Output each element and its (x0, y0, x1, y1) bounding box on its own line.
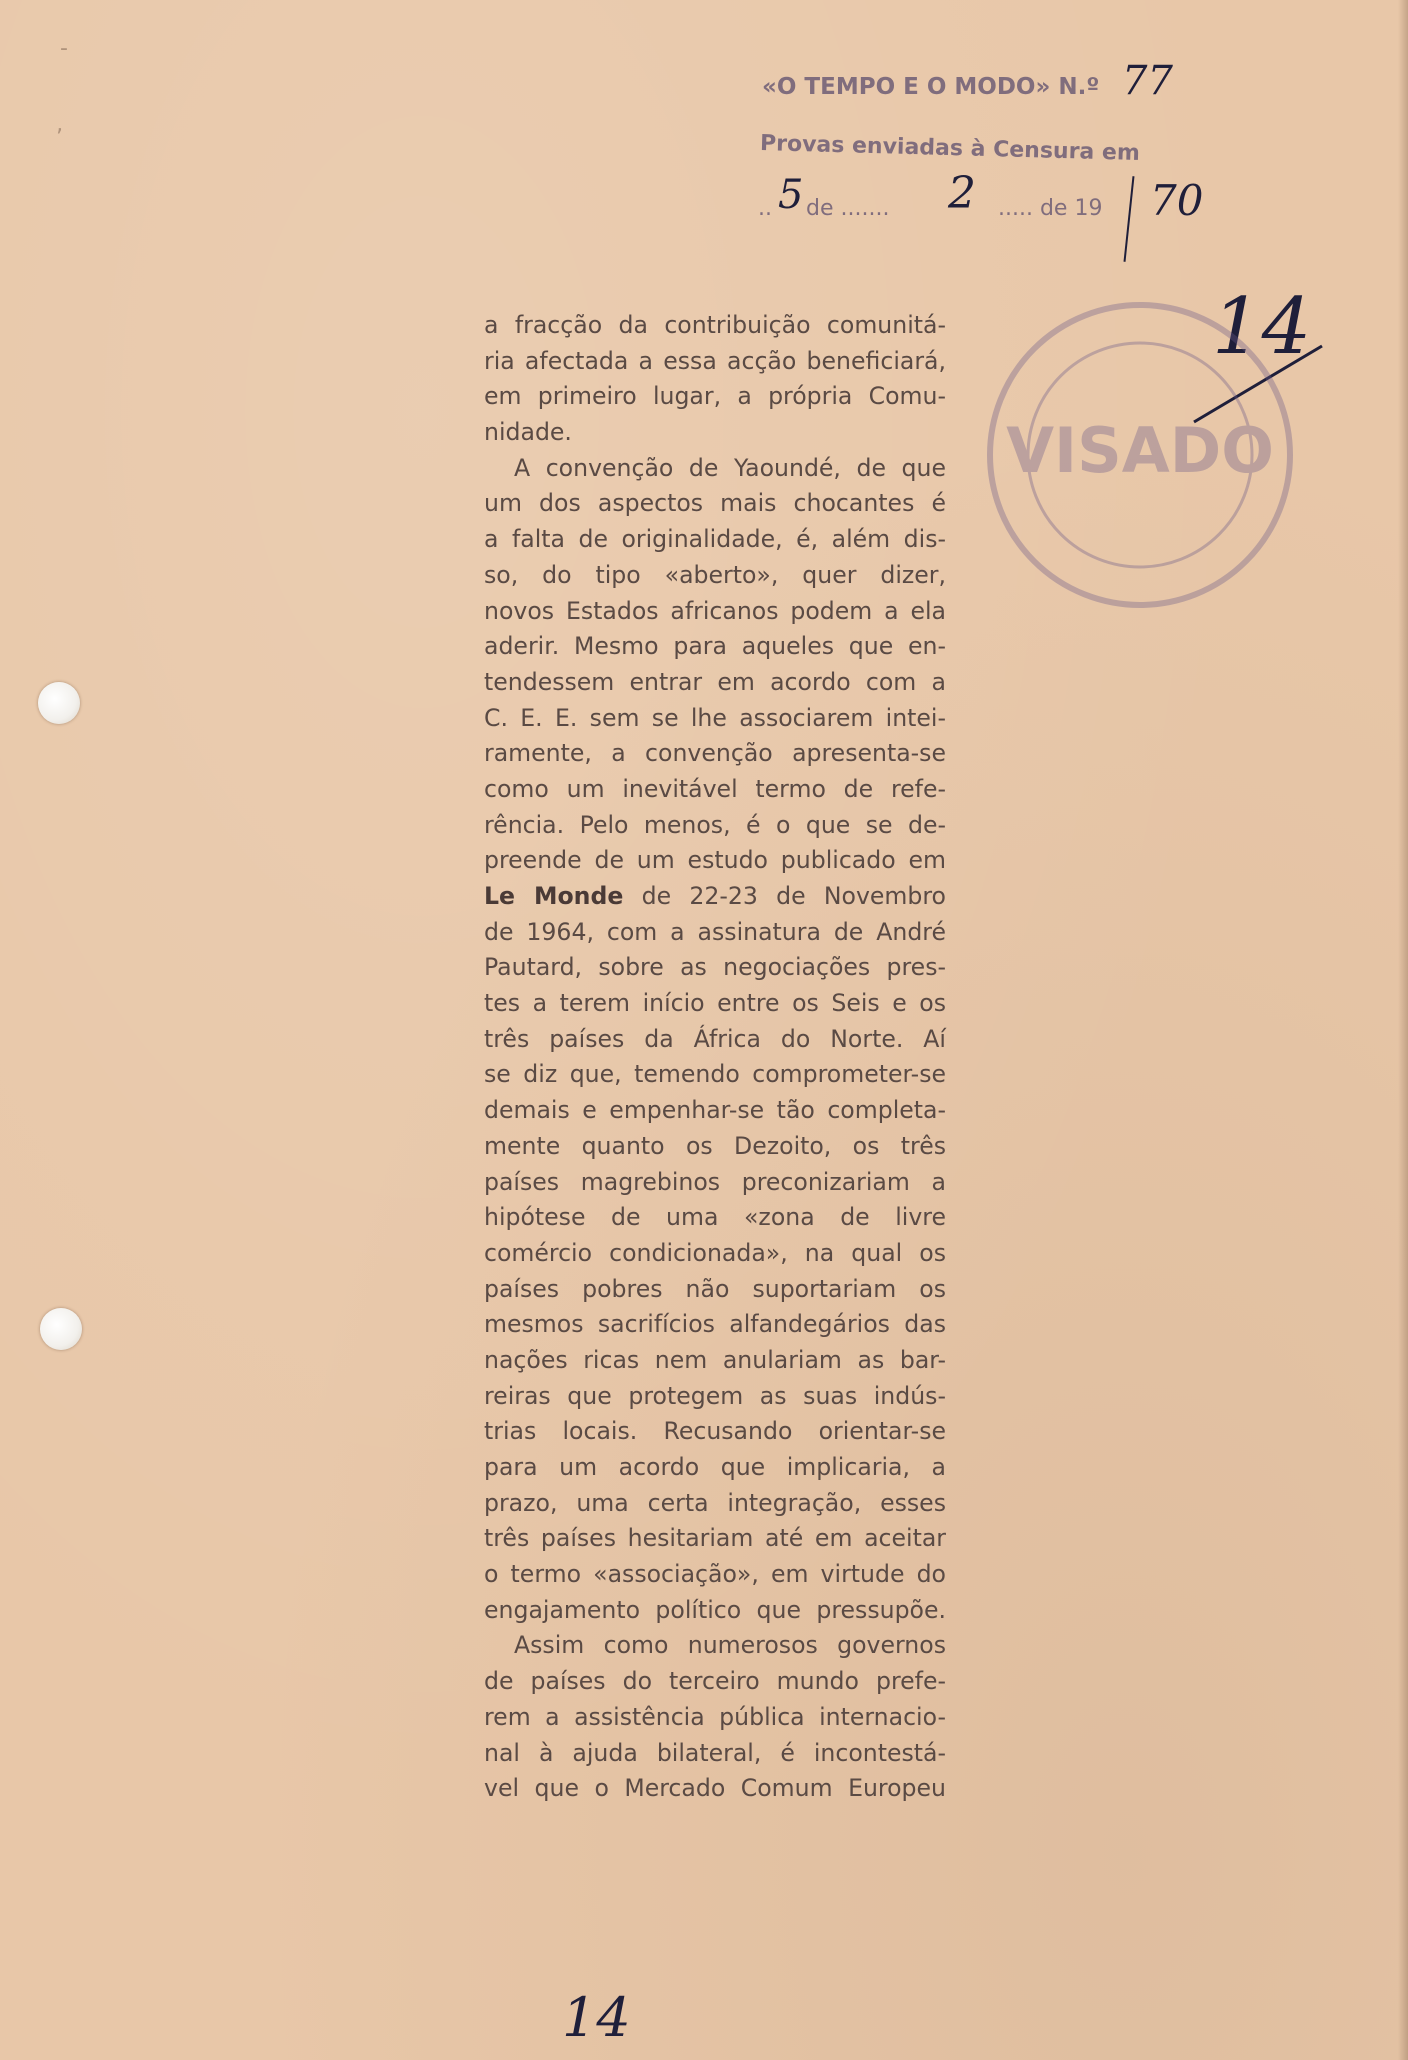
text-line: de 1964, com a assinatura de André (484, 917, 946, 946)
page-number-handwritten-top: 14 (1212, 282, 1312, 372)
text-line: um dos aspectos mais chocantes é (484, 489, 946, 518)
text-line: como um inevitável termo de refe- (484, 774, 946, 803)
text-line: a falta de originalidade, é, além dis- (484, 525, 946, 554)
text-line: trias locais. Recusando orientar-se (484, 1417, 946, 1446)
date-month-handwritten: 2 (948, 168, 976, 219)
text-line: vel que o Mercado Comum Europeu (484, 1774, 946, 1803)
page-number-handwritten-bottom: 14 (562, 1986, 631, 2049)
text-line: três países hesitariam até em aceitar (484, 1524, 946, 1553)
text-line: países magrebinos preconizariam a (484, 1167, 946, 1196)
text-line: nal à ajuda bilateral, é incontestá- (484, 1738, 946, 1767)
text-line: demais e empenhar-se tão completa- (484, 1096, 946, 1125)
text-line: ramente, a convenção apresenta-se (484, 739, 946, 768)
visado-round-stamp (975, 290, 1305, 620)
text-line: A convenção de Yaoundé, de que (514, 453, 946, 482)
visado-stamp-text: VISADO (1006, 414, 1274, 487)
stray-mark: - (60, 36, 68, 61)
text-line: se diz que, temendo comprometer-se (484, 1060, 946, 1089)
text-line: rência. Pelo menos, é o que se de- (484, 810, 946, 839)
text-line: a fracção da contribuição comunitá- (484, 311, 946, 339)
text-line: so, do tipo «aberto», quer dizer, (484, 560, 946, 589)
text-line: novos Estados africanos podem a ela (484, 596, 946, 625)
date-de-2: de 19 (1039, 196, 1103, 221)
text-line: prazo, uma certa integração, esses (484, 1488, 946, 1517)
text-line-rest: de 22-23 de Novembro (623, 882, 946, 910)
punch-hole-bottom (40, 1308, 82, 1350)
stray-mark: ‚ (56, 112, 63, 137)
punch-hole-top (38, 682, 80, 724)
text-line: preende de um estudo publicado em (484, 846, 946, 875)
text-line: países pobres não suportariam os (484, 1274, 946, 1303)
text-line: tendessem entrar em acordo com a (484, 667, 946, 696)
text-line: de países do terceiro mundo prefe- (484, 1667, 946, 1696)
text-line: C. E. E. sem se lhe associarem intei- (484, 703, 946, 732)
text-line: em primeiro lugar, a própria Comu- (484, 382, 946, 411)
text-line: nidade. (484, 418, 572, 447)
text-line: ria afectada a essa acção beneficiará, (484, 346, 946, 375)
stamp-sent-text: Provas enviadas à Censura em (759, 131, 1141, 166)
date-year-handwritten: 70 (1150, 176, 1204, 225)
text-line: aderir. Mesmo para aqueles que en- (484, 632, 946, 661)
text-line: Assim como numerosos governos (514, 1631, 946, 1660)
text-line: comércio condicionada», na qual os (484, 1238, 946, 1267)
text-line: hipótese de uma «zona de livre (484, 1203, 946, 1232)
publication-name: Le Monde (484, 882, 624, 910)
text-line: o termo «associação», em virtude do (484, 1560, 946, 1589)
text-line: para um acordo que implicaria, a (484, 1453, 946, 1481)
text-line: mesmos sacrifícios alfandegários das (484, 1310, 946, 1339)
text-line: Pautard, sobre as negociações pres- (484, 953, 946, 982)
page-edge-shadow (1398, 0, 1408, 2060)
text-line: mente quanto os Dezoito, os três (484, 1131, 946, 1160)
stamp-number-handwritten: 77 (1122, 58, 1173, 104)
text-line: nações ricas nem anulariam as bar- (484, 1345, 946, 1374)
text-line: engajamento político que pressupõe. (484, 1595, 946, 1624)
text-line: três países da África do Norte. Aí (484, 1024, 946, 1053)
text-line (484, 879, 946, 915)
text-line: reiras que protegem as suas indús- (484, 1381, 946, 1410)
text-line: tes a terem início entre os Seis e os (484, 989, 946, 1018)
stamp-title: «O TEMPO E O MODO» N.º (762, 74, 1100, 100)
text-line: rem a assistência pública internacio- (484, 1702, 946, 1731)
date-de-1: de (806, 196, 834, 221)
article-text-column (484, 308, 946, 1807)
date-day-handwritten: 5 (778, 172, 804, 218)
